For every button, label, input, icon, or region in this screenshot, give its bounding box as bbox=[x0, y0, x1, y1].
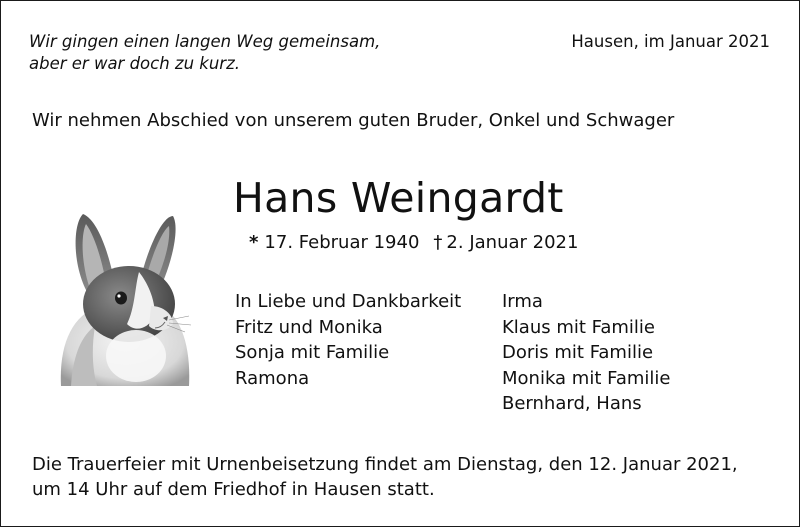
mourner-line: Fritz und Monika bbox=[235, 316, 383, 338]
mourner-line: Monika mit Familie bbox=[502, 367, 671, 389]
birth-symbol: * bbox=[249, 232, 259, 253]
motto-line-1: Wir gingen einen langen Weg gemeinsam, bbox=[29, 32, 381, 51]
place-date: Hausen, im Januar 2021 bbox=[571, 32, 770, 51]
mourner-line: In Liebe und Dankbarkeit bbox=[235, 291, 462, 312]
mourner-line: Doris mit Familie bbox=[502, 342, 654, 363]
mourner-line: Sonja mit Familie bbox=[235, 342, 390, 363]
mourner-line: Klaus mit Familie bbox=[502, 316, 655, 338]
funeral-info bbox=[32, 452, 738, 502]
deceased-name: Hans Weingardt bbox=[233, 174, 564, 222]
funeral-line-2: um 14 Uhr auf dem Friedhof in Hausen statt. bbox=[32, 479, 435, 500]
mourners-left-column bbox=[235, 289, 461, 391]
motto bbox=[29, 31, 380, 75]
funeral-line-1: Die Trauerfeier mit Urnenbeisetzung findet am Dienstag, den 12. Januar 2021, bbox=[32, 454, 738, 475]
mourners-right-column bbox=[502, 289, 670, 417]
death-date: 2. Januar 2021 bbox=[446, 232, 579, 253]
birth-date: 17. Februar 1940 bbox=[264, 232, 420, 253]
rabbit-image bbox=[51, 206, 196, 386]
motto-line-2: aber er war doch zu kurz. bbox=[29, 54, 240, 73]
life-dates bbox=[249, 231, 578, 255]
death-symbol: † bbox=[433, 232, 443, 253]
mourner-line: Ramona bbox=[235, 367, 310, 389]
farewell-text: Wir nehmen Abschied von unserem guten Bruder, Onkel und Schwager bbox=[32, 110, 675, 131]
mourner-line: Bernhard, Hans bbox=[502, 393, 642, 414]
mourner-line: Irma bbox=[502, 291, 543, 312]
